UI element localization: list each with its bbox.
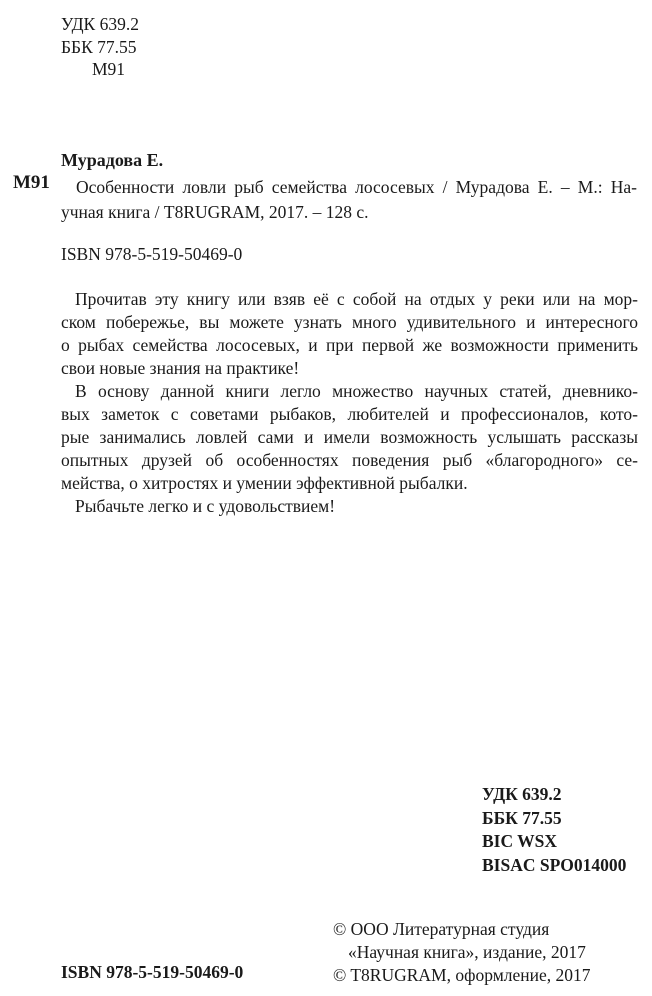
copyright-line-1: © ООО Литературная студия [333, 919, 550, 939]
abstract-p1-line-1: Прочитав эту книгу или взяв её с собой на отдых у реки или на мор- [75, 289, 638, 309]
bib-line-1: Особенности ловли рыб семейства лососевых / Мурадова Е. – М.: На- [76, 177, 637, 197]
author-mark: М91 [92, 59, 126, 79]
isbn-bottom: ISBN 978-5-519-50469-0 [61, 962, 244, 982]
abstract-p2-line-5: мейства, о хитростях и умении эффективной рыбалки. [61, 473, 468, 493]
bic-code: BIC WSX [482, 831, 558, 852]
abstract-p2-line-2: вых заметок с советами рыбаков, любителей и профессионалов, кото- [61, 404, 638, 424]
bib-line-2: учная книга / T8RUGRAM, 2017. – 128 с. [61, 201, 369, 222]
classification-block [482, 783, 626, 878]
bisac-code: BISAC SPO014000 [482, 855, 627, 876]
bbk-code: ББК 77.55 [61, 36, 137, 57]
bibliographic-description [61, 175, 637, 224]
abstract-p2-line-1: В основу данной книги легло множество научных статей, дневнико- [75, 381, 638, 401]
abstract-p2-line-3: рые занимались ловлей сами и имели возможность услышать рассказы [61, 427, 638, 447]
udk-code: УДК 639.2 [61, 14, 139, 34]
abstract-p1-line-3: о рыбах семейства лососевых, и при первой же возможности применить [61, 335, 638, 355]
abstract-p3: Рыбачьте легко и с удовольствием! [75, 496, 336, 516]
copyright-line-2: «Научная книга», издание, 2017 [348, 942, 586, 962]
copyright-line-3: © T8RUGRAM, оформление, 2017 [333, 965, 591, 985]
abstract [61, 288, 638, 518]
udk-code-bottom: УДК 639.2 [482, 784, 562, 804]
abstract-p1-line-4: свои новые знания на практике! [61, 358, 300, 378]
bbk-code-bottom: ББК 77.55 [482, 807, 562, 828]
margin-author-mark: М91 [13, 172, 50, 193]
abstract-p2-line-4: опытных друзей об особенностях поведения рыб «благородного» се- [61, 450, 638, 470]
author-name: Мурадова Е. [61, 150, 164, 170]
isbn-top: ISBN 978-5-519-50469-0 [61, 244, 243, 264]
header-classification-codes [61, 13, 139, 81]
abstract-p1-line-2: ском побережье, вы можете узнать много удивительного и интересного [61, 312, 638, 332]
copyright-notice [333, 918, 591, 987]
